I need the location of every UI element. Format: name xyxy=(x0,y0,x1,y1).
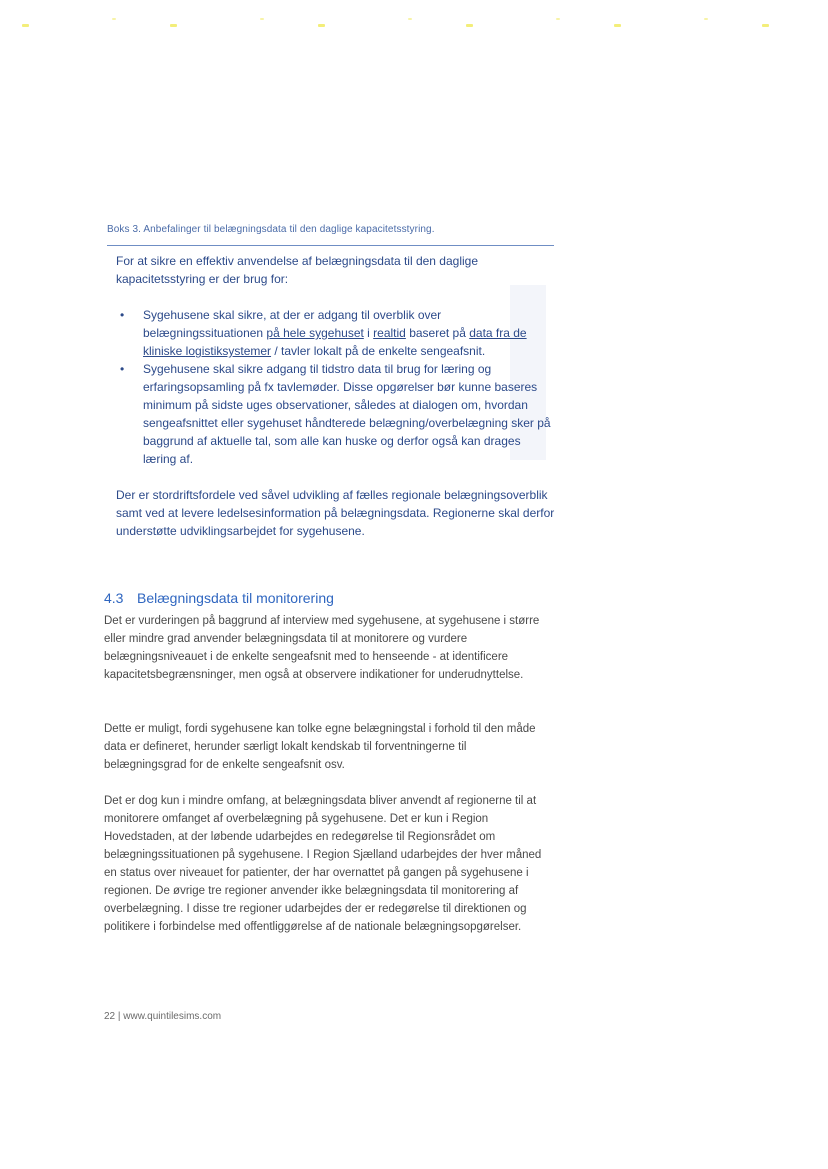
box-divider xyxy=(107,245,554,246)
bullet-text: baseret på xyxy=(405,326,470,340)
scan-artifacts xyxy=(0,18,828,38)
body-paragraph: Det er vurderingen på baggrund af interview med sygehusene, at sygehusene i større eller mindre grad anvender belægningsdata til at monitorere og vurdere belægningsniveauet i de enkelte sengeafsnit med to henseende - at identificere kapacitetsbegrænsninger, men også at observere indikationer for underudnyttelse. xyxy=(104,615,540,681)
bullet-text: / tavler lokalt på de enkelte sengeafsnit. xyxy=(271,344,486,358)
scan-mark xyxy=(762,24,769,27)
scan-mark xyxy=(260,18,264,20)
body-paragraph: Det er dog kun i mindre omfang, at belægningsdata bliver anvendt af regionerne til at monitorere omfanget af overbelægning på sygehusene. Det er kun i Region Hovedstaden, at der løbende udarbejdes en redegørelse til Regionsrådet om belægningssituationen på sygehusene. I Region Sjælland udarbejdes der hver måned en status over niveauet for patienter, der har overnattet på gangen på sygehusene i regionen. De øvrige tre regioner anvender ikke belægningsdata til monitorering af overbelægning. I disse tre regioner udarbejdes der er redegørelse til direktionen og politikere i forbindelse med offentliggørelse af de nationale belægningsopgørelser. xyxy=(104,795,542,933)
recommendation-list xyxy=(116,306,556,468)
scan-mark xyxy=(170,24,177,27)
bullet-text: Sygehusene skal sikre, at der er adgang til overblik over belægningssituationen xyxy=(143,308,442,340)
section-number: 4.3 xyxy=(104,590,124,606)
scan-mark xyxy=(112,18,116,20)
recommendation-item: • Sygehusene skal sikre adgang til tidstro data til brug for læring og erfaringsopsamling på fx tavlemøder. Disse opgørelser bør kunne baseres minimum på sidste uges observationer, således at dialogen om, hvordan sengeafsnittet eller sygehuset håndterede belægning/overbelægning sker på baggrund af aktuelle tal, som alle kan huske og derfor også kan drages læring af. xyxy=(116,360,556,468)
bullet-text: i xyxy=(363,326,374,340)
scan-mark xyxy=(318,24,325,27)
underlined-text: på hele sygehuset xyxy=(266,326,364,340)
scan-mark xyxy=(614,24,621,27)
box-intro: For at sikre en effektiv anvendelse af belægningsdata til den daglige kapacitetsstyring er der brug for: xyxy=(116,254,479,286)
scan-mark xyxy=(22,24,29,27)
section-heading xyxy=(104,590,334,606)
underlined-text: data fra de kliniske logistiksystemer xyxy=(143,326,527,358)
box-caption: Boks 3. Anbefalinger til belægningsdata til den daglige kapacitetsstyring. xyxy=(107,224,435,235)
scan-mark xyxy=(466,24,473,27)
scan-mark xyxy=(556,18,560,20)
section-title: Belægningsdata til monitorering xyxy=(137,590,334,606)
recommendation-item xyxy=(116,306,556,360)
scan-mark xyxy=(704,18,708,20)
scan-mark xyxy=(408,18,412,20)
underlined-text: realtid xyxy=(373,326,406,340)
recommendation-box xyxy=(116,252,556,540)
body-paragraph: Dette er muligt, fordi sygehusene kan tolke egne belægningstal i forhold til den måde data er defineret, herunder særligt lokalt kendskab til forventningerne til belægningsgrad for de enkelte sengeafsnit osv. xyxy=(104,723,536,771)
box-closing: Der er stordriftsfordele ved såvel udvikling af fælles regionale belægningsoverblik samt ved at levere ledelsesinformation på belægningsdata. Regionerne skal derfor understøtte udviklingsarbejdet for sygehusene. xyxy=(116,488,555,538)
page-footer: 22 | www.quintilesims.com xyxy=(104,1011,222,1022)
